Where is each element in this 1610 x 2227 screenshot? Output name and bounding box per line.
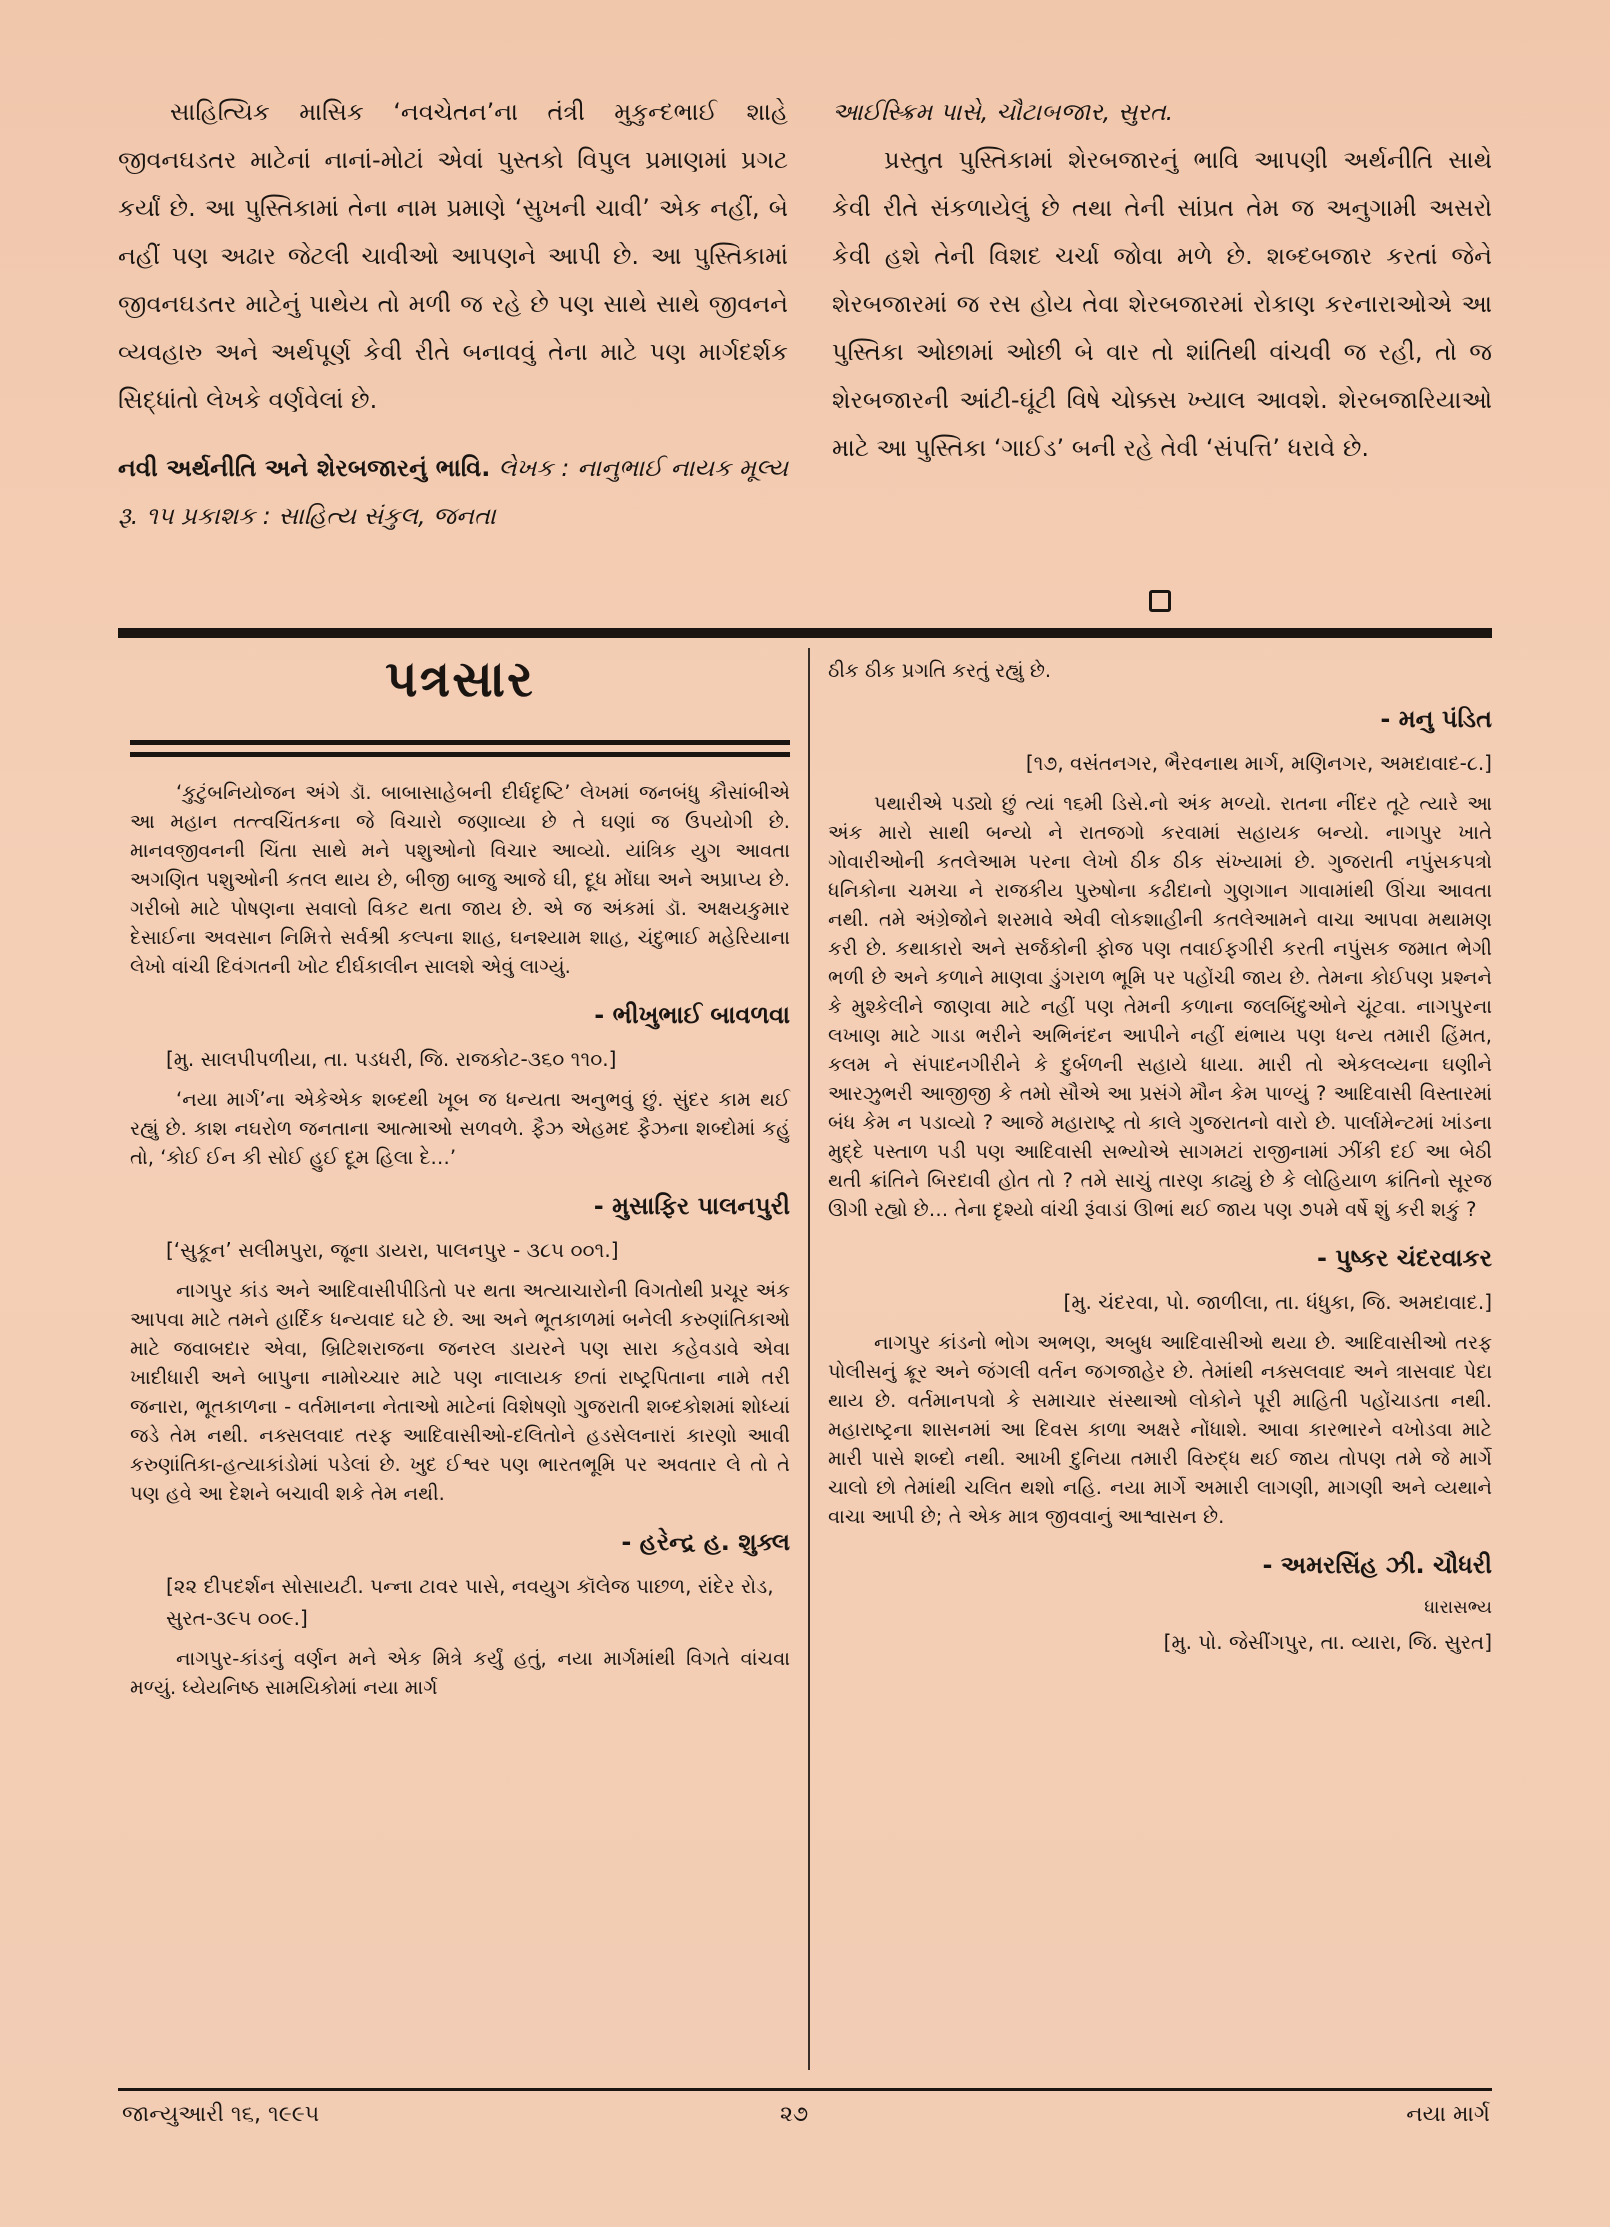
letter-body: ‘કુટુંબનિયોજન અંગે ડૉ. બાબાસાહેબની દીર્ઘદૃષ્ટિ’ લેખમાં જનબંધુ કૌસાંબીએ આ મહાન તત્ત્વચિંતકના જે વિચારો જણાવ્યા છે તે ઘણાં જ ઉપયોગી છે. માનવજીવનની ચિંતા સાથે મને પશુઓનો વિચાર આવ્યો. યાંત્રિક યુગ આવતા અગણિત પશુઓની કતલ થાય છે, બીજી બાજુ આજે ઘી, દૂધ મોંઘા અને અપ્રાપ્ય છે. ગરીબો માટે પોષણના સવાલો વિકટ થતા જાય છે. એ જ અંકમાં ડૉ. અક્ષયકુમાર દેસાઈના અવસાન નિમિત્તે સર્વશ્રી કલ્પના શાહ, ઘનશ્યામ શાહ, ચંદુભાઈ મહેરિયાના લેખો વાંચી દિવંગતની ખોટ દીર્ઘકાલીન સાલશે એવું લાગ્યું. xyxy=(130,781,790,978)
letter-signature: - મનુ પંડિત xyxy=(1380,705,1492,733)
letter-address: [૨૨ દીપદર્શન સોસાયટી. પન્ના ટાવર પાસે, નવયુગ કૉલેજ પાછળ, રાંદેર રોડ, સુરત-૩૯૫ ૦૦૯.] xyxy=(166,1574,774,1630)
letter-body: નાગપુર-કાંડનું વર્ણન મને એક મિત્રે કર્યું હતું, નયા માર્ગમાંથી વિગતે વાંચવા મળ્યું. ધ્યેયનિષ્ઠ સામયિકોમાં નયા માર્ગ xyxy=(130,1647,790,1699)
letter-address: [‘સુકૂન’ સલીમપુરા, જૂના ડાયરા, પાલનપુર - ૩૮૫ ૦૦૧.] xyxy=(166,1238,619,1262)
letter-body: પથારીએ પડ્યો છું ત્યાં ૧૬મી ડિસે.નો અંક મળ્યો. રાતના નીંદર તૂટે ત્યારે આ અંક મારો સાથી બન્યો ને રાતજગો કરવામાં સહાયક બન્યો. નાગપુર ખાતે ગોવારીઓની કતલેઆમ પરના લેખો ઠીક ઠીક સંખ્યામાં છે. ગુજરાતી નપુંસકપત્રો ધનિકોના ચમચા ને રાજકીય પુરુષોના કઢીદાનો ગુણગાન ગાવામાંથી ઊંચા આવતા નથી. તમે અંગ્રેજોને શરમાવે એવી લોકશાહીની કતલેઆમને વાચા આપવા મથામણ કરી છે. કથાકારો અને સર્જકોની ફોજ પણ તવાઈફગીરી કરતી નપુંસક જમાત ભેગી ભળી છે અને કળાને માણવા ડુંગરાળ ભૂમિ પર પહોંચી જાય છે. તેમના કોઈપણ પ્રશ્નને કે મુશ્કેલીને જાણવા માટે નહીં પણ તેમની કળાના જલબિંદુઓને ચૂંટવા. નાગપુરના લખાણ માટે ગાડા ભરીને અભિનંદન આપીને નહીં થંભાય પણ ધન્ય તમારી હિંમત, કલમ ને સંપાદનગીરીને કે દુર્બળની સહાયે ધાયા. મારી તો એકલવ્યના ઘણીને આરઝુભરી આજીજી કે તમો સૌએ આ પ્રસંગે મૌન કેમ પાળ્યું ? આદિવાસી વિસ્તારમાં બંધ કેમ ન પડાવ્યો ? આજે મહારાષ્ટ્ર તો કાલે ગુજરાતનો વારો છે. પાર્લામેન્ટમાં ખાંડના મુદ્દે પસ્તાળ પડી પણ આદિવાસી સભ્યોએ સાગમટાં રાજીનામાં ઝીંકી દઈ આ બેઠી થતી ક્રાંતિને બિરદાવી હોત તો ? તમે સાચું તારણ કાઢ્યું છે કે લોહિયાળ ક્રાંતિનો સૂરજ ઊગી રહ્યો છે… તેના દૃશ્યો વાંચી રૂંવાડાં ઊભાં થઈ જાય પણ ૭૫મે વર્ષે શું કરી શકું ? xyxy=(828,792,1492,1221)
letter-address: [મુ. પો. જેસીંગપુર, તા. વ્યારા, જિ. સુરત] xyxy=(1163,1630,1492,1654)
letter-body: નાગપુર કાંડ અને આદિવાસીપીડિતો પર થતા અત્યાચારોની વિગતોથી પ્રચૂર અંક આપવા માટે તમને હાર્દિક ધન્યવાદ ઘટે છે. આ અને ભૂતકાળમાં બનેલી કરુણાંતિકાઓ માટે જવાબદાર એવા, બ્રિટિશરાજના જનરલ ડાયરને પણ સારા કહેવડાવે એવા ખાદીધારી અને બાપુના નામોચ્ચાર માટે પણ નાલાયક છતાં રાષ્ટ્રપિતાના નામે તરી જનારા, ભૂતકાળના - વર્તમાનના નેતાઓ માટેનાં વિશેષણો ગુજરાતી શબ્દકોશમાં શોધ્યાં જડે તેમ નથી. નક્સલવાદ તરફ આદિવાસીઓ-દલિતોને હડસેલનારાં કારણો આવી કરુણાંતિકા-હત્યાકાંડોમાં પડેલાં છે. ખુદ ઈશ્વર પણ ભારતભૂમિ પર અવતાર લે તો તે પણ હવે આ દેશને બચાવી શકે તેમ નથી. xyxy=(130,1279,790,1505)
page-number: ૨૭ xyxy=(780,2102,809,2127)
letter-address: [મુ. સાલપીપળીયા, તા. પડધરી, જિ. રાજકોટ-૩૬૦ ૧૧૦.] xyxy=(166,1047,617,1071)
book-title: નવી અર્થનીતિ અને શેરબજારનું ભાવિ. xyxy=(118,454,491,482)
letter-body: નાગપુર કાંડનો ભોગ અભણ, અબુધ આદિવાસીઓ થયા છે. આદિવાસીઓ તરફ પોલીસનું ક્રૂર અને જંગલી વર્તન જગજાહેર છે. તેમાંથી નક્સલવાદ અને ત્રાસવાદ પેદા થાય છે. વર્તમાનપત્રો કે સમાચાર સંસ્થાઓ લોકોને પૂરી માહિતી પહોંચાડતા નથી. મહારાષ્ટ્રના શાસનમાં આ દિવસ કાળા અક્ષરે નોંધાશે. આવા કારભારને વખોડવા માટે મારી પાસે શબ્દો નથી. આખી દુનિયા તમારી વિરુદ્ધ થઈ જાય તોપણ તમે જે માર્ગે ચાલો છો તેમાંથી ચલિત થશો નહિ. નયા માર્ગે અમારી લાગણી, માગણી અને વ્યથાને વાચા આપી છે; તે એક માત્ર જીવવાનું આશ્વાસન છે. xyxy=(828,1331,1492,1528)
letter-signature: - ભીખુભાઈ બાવળવા xyxy=(594,1001,790,1029)
letter-designation: ધારાસભ્ય xyxy=(1424,1597,1492,1618)
magazine-name: નયા માર્ગ xyxy=(1406,2102,1490,2127)
letter-address: [મુ. ચંદરવા, પો. જાળીલા, તા. ધંધુકા, જિ. અમદાવાદ.] xyxy=(1063,1290,1492,1314)
footer-rule xyxy=(118,2088,1492,2091)
book-meta: લેખક : નાનુભાઈ નાયક મૂલ્ય રૂ. ૧૫ પ્રકાશક : સાહિત્ય સંકુલ, જનતા xyxy=(118,454,788,530)
letters-column-right xyxy=(828,656,1492,1668)
column-divider xyxy=(808,648,810,2070)
letter-signature: - પુષ્કર ચંદરવાકર xyxy=(1317,1244,1492,1272)
letters-column-left xyxy=(130,778,790,1702)
footer-date: જાન્યુઆરી ૧૬, ૧૯૯૫ xyxy=(122,2102,320,2127)
title-underline xyxy=(130,740,790,745)
section-title: પત્રસાર xyxy=(385,650,535,708)
end-of-article-icon xyxy=(1149,590,1171,612)
review-column-left xyxy=(118,88,788,540)
section-divider xyxy=(118,628,1492,638)
review-paragraph: પ્રસ્તુત પુસ્તિકામાં શેરબજારનું ભાવિ આપણી અર્થનીતિ સાથે કેવી રીતે સંકળાયેલું છે તથા તેની સાંપ્રત તેમ જ અનુગામી અસરો કેવી હશે તેની વિશદ ચર્ચા જોવા મળે છે. શબ્દબજાર કરતાં જેને શેરબજારમાં જ રસ હોય તેવા શેરબજારમાં રોકાણ કરનારાઓએ આ પુસ્તિકા ઓછામાં ઓછી બે વાર તો શાંતિથી વાંચવી જ રહી, તો જ શેરબજારની આંટી-ઘૂંટી વિષે ચોક્કસ ખ્યાલ આવશે. શેરબજારિયાઓ માટે આ પુસ્તિકા ‘ગાઈડ’ બની રહે તેવી ‘સંપત્તિ’ ધરાવે છે. xyxy=(832,146,1492,462)
book-entry xyxy=(118,444,788,540)
letter-address: [૧૭, વસંતનગર, ભૈરવનાથ માર્ગ, મણિનગર, અમદાવાદ-૮.] xyxy=(1025,751,1492,775)
review-column-right xyxy=(832,88,1492,472)
letter-signature: - મુસાફિર પાલનપુરી xyxy=(593,1192,790,1220)
letter-signature: - અમરસિંહ ઝી. ચૌધરી xyxy=(1262,1551,1492,1579)
review-paragraph: સાહિત્યિક માસિક ‘નવચેતન’ના તંત્રી મુકુન્દભાઈ શાહે જીવનઘડતર માટેનાં નાનાં-મોટાં એવાં પુસ્તકો વિપુલ પ્રમાણમાં પ્રગટ કર્યાં છે. આ પુસ્તિકામાં તેના નામ પ્રમાણે ‘સુખની ચાવી’ એક નહીં, બે નહીં પણ અઢાર જેટલી ચાવીઓ આપણને આપી છે. આ પુસ્તિકામાં જીવનઘડતર માટેનું પાથેય તો મળી જ રહે છે પણ સાથે સાથે જીવનને વ્યવહારુ અને અર્થપૂર્ણ કેવી રીતે બનાવવું તેના માટે પણ માર્ગદર્શક સિદ્ધાંતો લેખકે વર્ણવેલાં છે. xyxy=(118,98,788,414)
letter-signature: - હરેન્દ્ર હ. શુક્લ xyxy=(621,1528,790,1556)
letter-continuation: ઠીક ઠીક પ્રગતિ કરતું રહ્યું છે. xyxy=(828,659,1052,682)
letter-body: ‘નયા માર્ગ’ના એકેએક શબ્દથી ખૂબ જ ધન્યતા અનુભવું છું. સુંદર કામ થઈ રહ્યું છે. કાશ નઘરોળ જનતાના આત્માઓ સળવળે. ફૈઝ એહમદ ફૈઝના શબ્દોમાં કહું તો, ‘કોઈ ઈન કી સોઈ હુઈ દૂમ હિલા દે…’ xyxy=(130,1088,790,1169)
title-underline xyxy=(130,752,790,757)
publisher-address: આઈસ્ક્રિમ પાસે, ચૌટાબજાર, સુરત. xyxy=(832,98,1174,126)
